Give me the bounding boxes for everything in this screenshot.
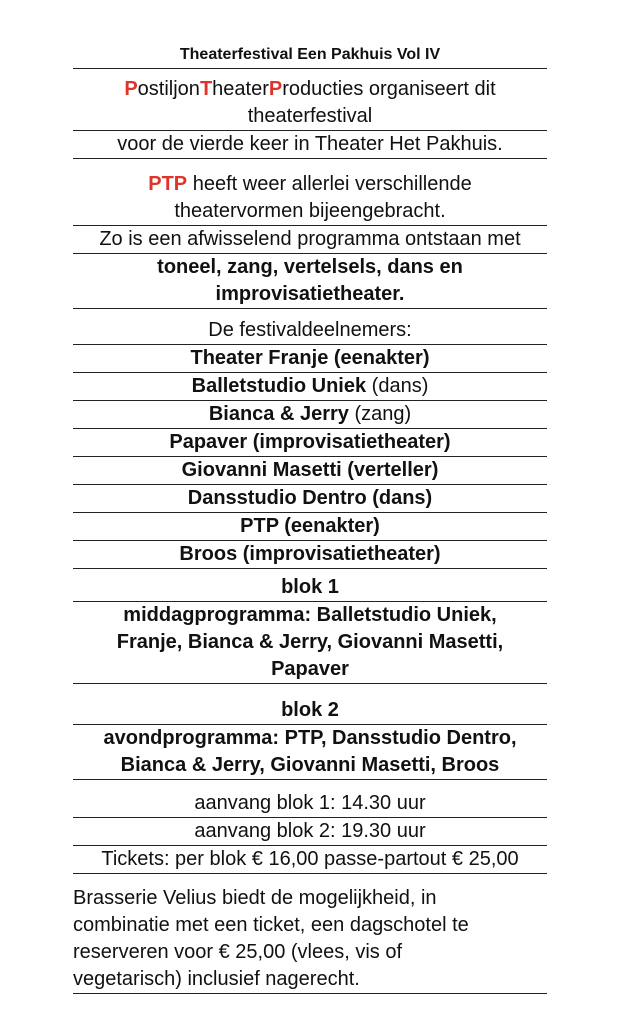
participant-item <box>73 485 547 513</box>
brasserie-line-4: vegetarisch) inclusief nagerecht. <box>73 968 360 990</box>
participant-name: Balletstudio Uniek <box>191 375 367 397</box>
page-title: Theaterfestival Een Pakhuis Vol IV <box>73 43 547 69</box>
participant-item <box>73 345 547 373</box>
initial-t: T <box>199 78 213 100</box>
participant-name: Giovanni Masetti (verteller) <box>181 459 439 481</box>
brasserie-line-2: combinatie met een ticket, een dagschotel te <box>73 914 469 936</box>
block1-line-3: Papaver <box>73 656 547 684</box>
block2-heading: blok 2 <box>73 697 547 725</box>
initial-p: P <box>124 78 138 100</box>
intro-line-1 <box>73 76 547 103</box>
intro-word-2: heater <box>212 78 269 100</box>
ptp-abbr: PTP <box>148 173 188 195</box>
participant-item <box>73 457 547 485</box>
ptp-section <box>73 171 547 309</box>
block2-line-2: Bianca & Jerry, Giovanni Masetti, Broos <box>73 752 547 780</box>
intro-section <box>73 76 547 159</box>
intro-word-3: roducties organiseert dit <box>282 78 496 100</box>
ptp-line-3: Zo is een afwisselend programma ontstaan met <box>73 226 547 254</box>
block2-section <box>73 697 547 780</box>
participant-item <box>73 513 547 541</box>
intro-line-3: voor de vierde keer in Theater Het Pakhuis. <box>73 131 547 159</box>
times-section <box>73 790 547 874</box>
intro-word-1: ostiljon <box>137 78 200 100</box>
block1-section <box>73 574 547 684</box>
start-time-block1: aanvang blok 1: 14.30 uur <box>73 790 547 818</box>
intro-line-2: theaterfestival <box>73 103 547 131</box>
block1-line-2: Franje, Bianca & Jerry, Giovanni Masetti, <box>116 631 504 653</box>
participant-item <box>73 429 547 457</box>
participant-item <box>73 401 547 429</box>
participant-name: Broos (improvisatietheater) <box>179 543 441 565</box>
ptp-line-5: improvisatietheater. <box>73 281 547 309</box>
ticket-prices: Tickets: per blok € 16,00 passe-partout € 25,00 <box>73 846 547 874</box>
participant-name: PTP (eenakter) <box>240 515 380 537</box>
participant-note: (dans) <box>366 375 429 397</box>
participant-note: (zang) <box>348 403 412 425</box>
ptp-line-2: theatervormen bijeengebracht. <box>73 198 547 226</box>
participant-name: Bianca & Jerry <box>208 403 349 425</box>
initial-p2: P <box>268 78 283 100</box>
ptp-line-1 <box>73 171 547 198</box>
participants-heading: De festivaldeelnemers: <box>73 317 547 345</box>
ptp-line-1-rest: heeft weer allerlei verschillende <box>187 173 472 195</box>
block1-heading: blok 1 <box>73 574 547 602</box>
participant-name: Theater Franje (eenakter) <box>190 347 430 369</box>
participant-item <box>73 373 547 401</box>
participant-name: Papaver (improvisatietheater) <box>169 431 451 453</box>
ptp-line-4: toneel, zang, vertelsels, dans en <box>157 256 463 278</box>
brasserie-line-1: Brasserie Velius biedt de mogelijkheid, in <box>73 887 437 909</box>
participant-name: Dansstudio Dentro (dans) <box>187 487 433 509</box>
participants-section <box>73 317 547 569</box>
block2-line-1: avondprogramma: PTP, Dansstudio Dentro, <box>103 727 517 749</box>
brasserie-section <box>73 885 547 994</box>
block1-line-1: middagprogramma: Balletstudio Uniek, <box>123 604 497 626</box>
participant-item <box>73 541 547 569</box>
start-time-block2: aanvang blok 2: 19.30 uur <box>73 818 547 846</box>
brasserie-line-3: reserveren voor € 25,00 (vlees, vis of <box>73 941 403 963</box>
